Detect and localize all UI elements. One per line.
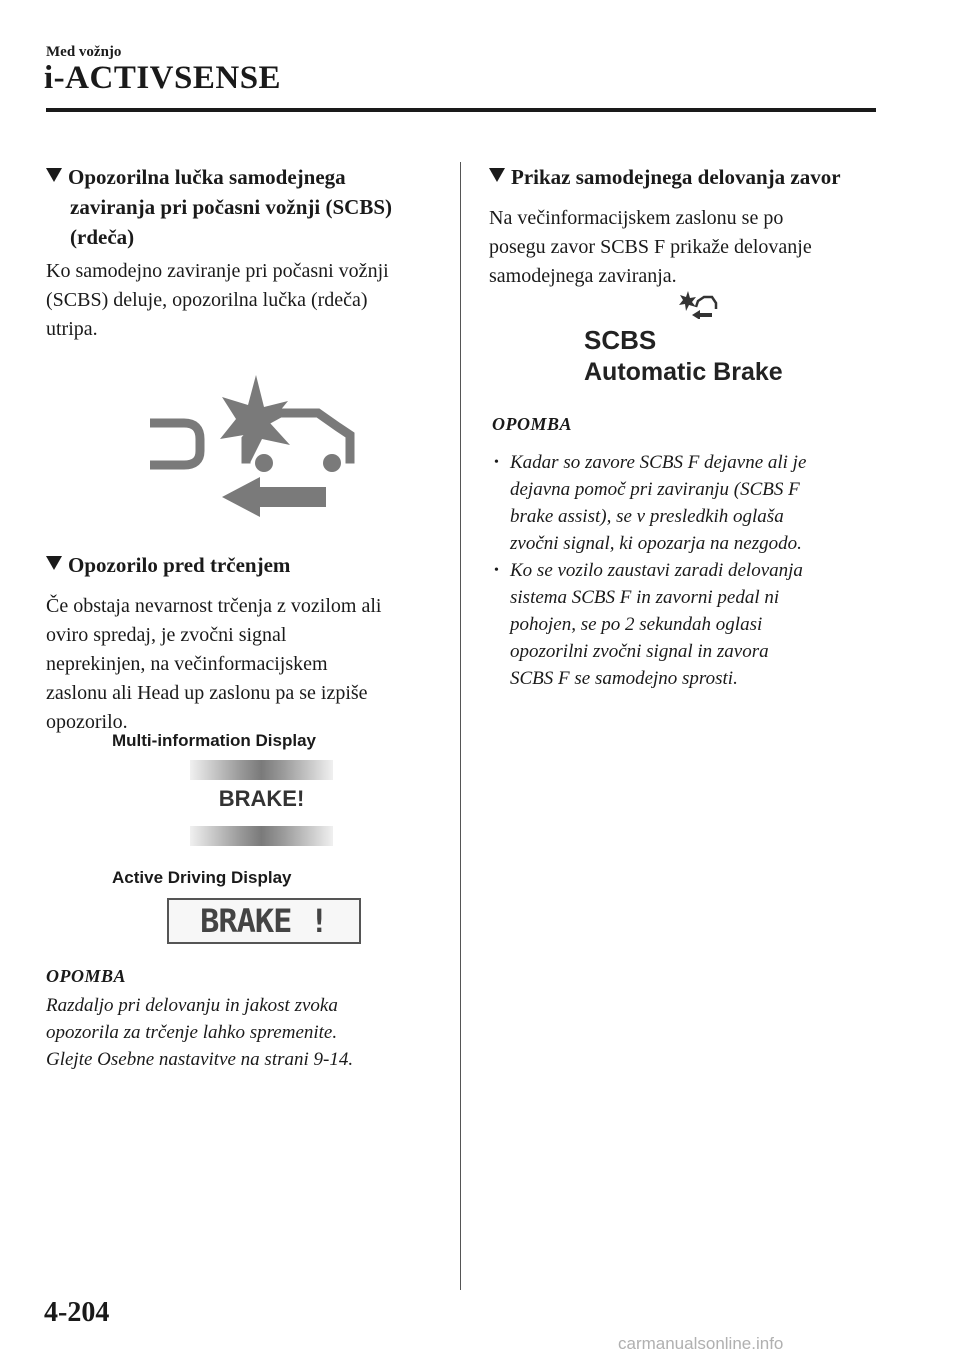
right-note-title: OPOMBA [492, 414, 573, 434]
mid-display-band-top [190, 760, 333, 780]
page-title: i-ACTIVSENSE [44, 60, 282, 96]
scbs-warning-light-icon [150, 375, 360, 525]
column-divider [460, 162, 461, 1290]
heading-warning-light: Opozorilna lučka samodejnega zaviranja pri počasni vožnji (SCBS) (rdeča) [46, 162, 446, 252]
mid-display-band-bottom [190, 826, 333, 846]
right-note-list [492, 449, 892, 692]
active-driving-display-label: Active Driving Display [112, 868, 292, 887]
header-rule [46, 108, 876, 112]
warning-light-description: Ko samodejno zaviranje pri počasni vožnji (SCBS) deluje, opozorilna lučka (rdeča) utripa. [46, 260, 389, 340]
active-driving-brake-box: BRAKE ! [167, 898, 361, 944]
left-note-text: Razdaljo pri delovanju in jakost zvoka opozorila za trčenje lahko spremenite. Glejte Osebne nastavitve na strani 9-14. [46, 995, 354, 1070]
heading-collision-warning: Opozorilo pred trčenjem [46, 550, 446, 580]
page-number: 4-204 [44, 1297, 110, 1328]
list-item: • Kadar so zavore SCBS F dejavne ali je dejavna pomoč pri zaviranju (SCBS F brake assist), se v presledkih oglaša zvočni signal, ki opozarja na nezgodo. [492, 449, 892, 557]
collision-warning-description: Če obstaja nevarnost trčenja z vozilom ali oviro spredaj, je zvočni signal neprekinjen, na večinformacijskem zaslonu ali Head up zaslonu pa se izpiše opozorilo. [46, 595, 382, 733]
list-item: • Ko se vozilo zaustavi zaradi delovanja sistema SCBS F in zavorni pedal ni pohojen, se po 2 sekundah oglasi opozorilni zvočni signal in zavora SCBS F se samodejno sprosti. [492, 557, 892, 692]
section-label: Med vožnjo [46, 44, 122, 60]
triangle-bullet-icon [46, 168, 62, 182]
auto-brake-description: Na večinformacijskem zaslonu se po posegu zavor SCBS F prikaže delovanje samodejnega zaviranja. [489, 207, 812, 287]
triangle-bullet-icon [489, 168, 505, 182]
watermark-text[interactable]: carmanualsonline.info [618, 1334, 784, 1353]
mid-brake-text: BRAKE! [218, 786, 305, 811]
scbs-small-icon [678, 291, 718, 319]
heading-auto-brake-display: Prikaz samodejnega delovanja zavor [489, 162, 889, 192]
automatic-brake-display-text: Automatic Brake [584, 358, 783, 386]
mid-display-label: Multi-information Display [112, 731, 316, 750]
left-note-title: OPOMBA [46, 966, 127, 986]
triangle-bullet-icon [46, 556, 62, 570]
scbs-display-title: SCBS [584, 325, 657, 355]
